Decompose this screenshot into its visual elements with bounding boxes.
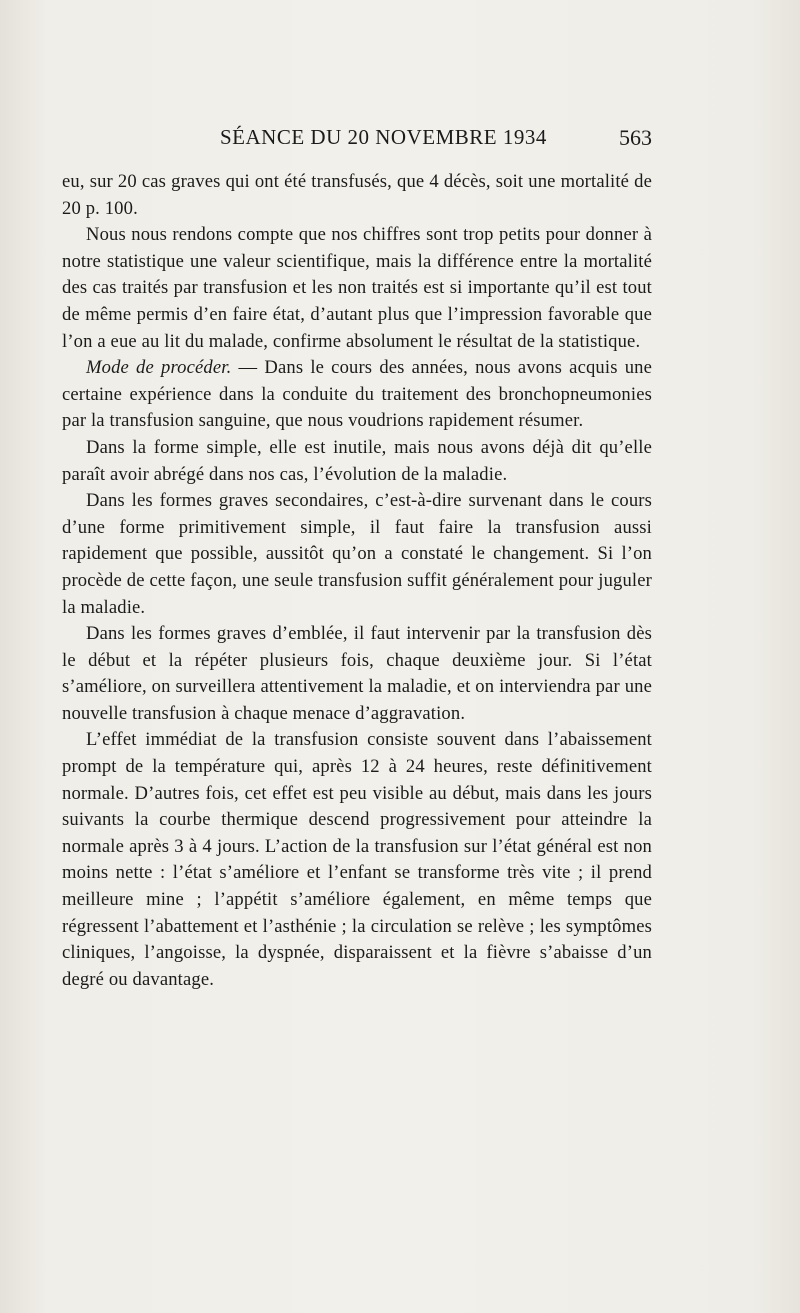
paragraph: [62, 355, 652, 435]
paragraph: [62, 169, 652, 222]
paragraph: [62, 621, 652, 727]
running-head: SÉANCE DU 20 NOVEMBRE 1934: [220, 125, 547, 149]
section-lead: Mode de procéder.: [86, 357, 232, 379]
paragraph-text: — Dans le cours des années, nous avons acquis une certaine expérience dans la conduite du traitement des bronchopneumonies par la transfusion sanguine, que nous voudrions rapidement résumer.: [62, 357, 652, 432]
page-header: [62, 125, 652, 155]
paragraph-text: Dans les formes graves d’emblée, il faut intervenir par la transfusion dès le début et la répéter plusieurs fois, chaque deuxième jour. Si l’état s’améliore, on surveillera attentivement la maladie, et on interviendra par une nouvelle transfusion à chaque menace d’aggravation.: [62, 623, 652, 724]
page-number: 563: [619, 125, 652, 150]
paragraph-text: Dans les formes graves secondaires, c’est-à-dire survenant dans le cours d’une forme primitivement simple, il faut faire la transfusion aussi rapidement que possible, aussitôt qu’on a constaté le changement. Si l’on procède de cette façon, une seule transfusion suffit généralement pour juguler la maladie.: [62, 490, 652, 618]
paragraph: [62, 222, 652, 355]
body-text: [62, 169, 652, 993]
paragraph: [62, 727, 652, 993]
paragraph-text: eu, sur 20 cas graves qui ont été transfusés, que 4 décès, soit une mortalité de 20 p. 100.: [62, 171, 652, 219]
paragraph: [62, 488, 652, 621]
paragraph-text: L’effet immédiat de la transfusion consiste souvent dans l’abaissement prompt de la température qui, après 12 à 24 heures, reste définitivement normale. D’autres fois, cet effet est peu visible au début, mais dans les jours suivants la courbe thermique descend progressivement pour atteindre la normale après 3 à 4 jours. L’action de la transfusion sur l’état général est non moins nette : l’état s’améliore et l’enfant se transforme très vite ; il prend meilleure mine ; l’appétit s’améliore également, en même temps que régressent l’abattement et l’asthénie ; la circulation se relève ; les symptômes cliniques, l’angoisse, la dyspnée, disparaissent et la fièvre s’abaisse d’un degré ou davantage.: [62, 729, 652, 990]
paragraph: [62, 435, 652, 488]
paragraph-text: Dans la forme simple, elle est inutile, mais nous avons déjà dit qu’elle paraît avoir abrégé dans nos cas, l’évolution de la maladie.: [62, 436, 652, 485]
paragraph-text: Nous nous rendons compte que nos chiffres sont trop petits pour donner à notre statistique une valeur scientifique, mais la différence entre la mortalité des cas traités par transfusion et les non traités est si importante qu’il est tout de même permis d’en faire état, d’autant plus que l’impression favorable que l’on a eue au lit du malade, confirme absolument le résultat de la statistique.: [62, 224, 652, 352]
